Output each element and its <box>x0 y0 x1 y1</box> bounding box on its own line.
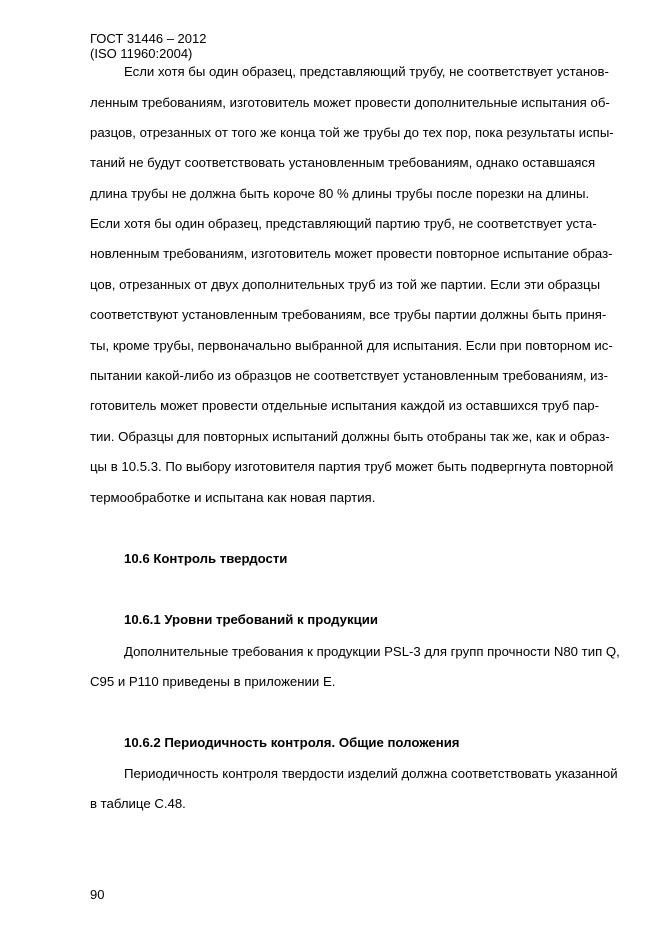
standard-number: ГОСТ 31446 – 2012 <box>90 31 207 46</box>
para1-line-2: ленным требованиям, изготовитель может провести дополнительные испытания об- <box>90 95 610 110</box>
para2-line-10: термообработке и испытана как новая партия. <box>90 490 376 505</box>
section-10-6-2-line-1: Периодичность контроля твердости изделий должна соответствовать указанной <box>124 766 618 781</box>
section-10-6-1-line-2: C95 и P110 приведены в приложении Е. <box>90 674 336 689</box>
para1-line-4: таний не будут соответствовать установленным требованиям, однако оставшаяся <box>90 155 596 170</box>
para2-line-3: цов, отрезанных от двух дополнительных труб из той же партии. Если эти образцы <box>90 277 601 292</box>
para2-line-2: новленным требованиям, изготовитель может провести повторное испытание образ- <box>90 246 613 261</box>
para2-line-1: Если хотя бы один образец, представляющий партию труб, не соответствует уста- <box>90 216 597 231</box>
section-10-6-2-heading: 10.6.2 Периодичность контроля. Общие положения <box>124 735 460 750</box>
para2-line-5: ты, кроме трубы, первоначально выбранной для испытания. Если при повторном ис- <box>90 338 613 353</box>
section-10-6-1-heading: 10.6.1 Уровни требований к продукции <box>124 612 378 627</box>
document-header <box>90 31 206 61</box>
page-number: 90 <box>90 887 105 902</box>
para1-line-1: Если хотя бы один образец, представляющий трубу, не соответствует установ- <box>124 64 609 79</box>
para2-line-8: тии. Образцы для повторных испытаний должны быть отобраны так же, как и образ- <box>90 429 610 444</box>
section-10-6-2-line-2: в таблице C.48. <box>90 796 186 811</box>
para2-line-4: соответствуют установленным требованиям, все трубы партии должны быть приня- <box>90 307 607 322</box>
iso-reference: (ISO 11960:2004) <box>90 46 193 61</box>
para2-line-7: готовитель может провести отдельные испытания каждой из оставшихся труб пар- <box>90 398 600 413</box>
section-10-6-1-line-1: Дополнительные требования к продукции PSL-3 для групп прочности N80 тип Q, <box>124 644 620 659</box>
para2-line-9: цы в 10.5.3. По выбору изготовителя партия труб может быть подвергнута повторной <box>90 459 614 474</box>
para1-line-5: длина трубы не должна быть короче 80 % длины трубы после порезки на длины. <box>90 186 590 201</box>
para1-line-3: разцов, отрезанных от того же конца той же трубы до тех пор, пока результаты испы- <box>90 125 614 140</box>
para2-line-6: пытании какой-либо из образцов не соответствует установленным требованиям, из- <box>90 368 608 383</box>
section-10-6-heading: 10.6 Контроль твердости <box>124 551 288 566</box>
